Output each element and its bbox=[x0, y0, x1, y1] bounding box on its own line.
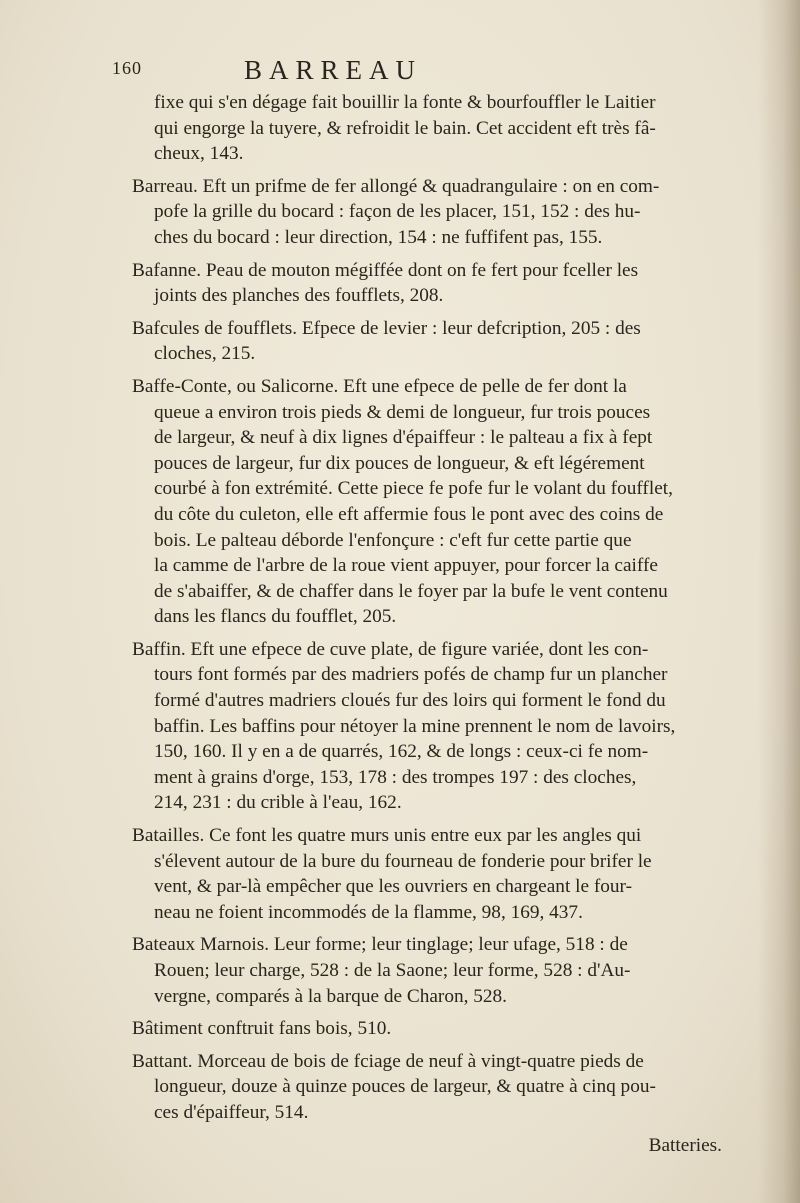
text-line: la camme de l'arbre de la roue vient appuyer, pour forcer la caiffe bbox=[154, 555, 658, 577]
text-line: neau ne foient incommodés de la flamme, 98, 169, 437. bbox=[154, 901, 583, 923]
text-line: cheux, 143. bbox=[154, 143, 244, 165]
text-line: Rouen; leur charge, 528 : de la Saone; leur forme, 528 : d'Au- bbox=[154, 960, 631, 981]
glossary-text bbox=[132, 90, 722, 1165]
text-line: Bateaux Marnois. Leur forme; leur tinglage; leur ufage, 518 : de bbox=[132, 934, 628, 956]
text-line: ches du bocard : leur direction, 154 : ne fuffifent pas, 155. bbox=[154, 226, 603, 248]
catchword: Batteries. bbox=[648, 1134, 722, 1156]
text-line: Batailles. Ce font les quatre murs unis entre eux par les angles qui bbox=[132, 825, 642, 847]
text-line: bois. Le palteau déborde l'enfonçure : c'eft fur cette partie que bbox=[154, 529, 632, 551]
text-line: fixe qui s'en dégage fait bouillir la fonte & bourfouffler le Laitier bbox=[154, 92, 656, 113]
glossary-entry bbox=[132, 1016, 722, 1042]
catchword-row bbox=[132, 1133, 722, 1159]
text-line: s'élevent autour de la bure du fourneau de fonderie pour brifer le bbox=[154, 850, 652, 872]
text-line: ces d'épaiffeur, 514. bbox=[154, 1101, 309, 1123]
text-line: pofe la grille du bocard : façon de les placer, 151, 152 : des hu- bbox=[154, 201, 641, 223]
glossary-entry bbox=[132, 823, 722, 925]
text-line: vent, & par-là empêcher que les ouvriers en chargeant le four- bbox=[154, 876, 633, 898]
text-line: Bafanne. Peau de mouton mégiffée dont on fe fert pour fceller les bbox=[132, 259, 639, 281]
text-line: tours font formés par des madriers pofés de champ fur un plancher bbox=[154, 664, 668, 686]
glossary-entry bbox=[132, 374, 722, 630]
text-line: ment à grains d'orge, 153, 178 : des trompes 197 : des cloches, bbox=[154, 766, 637, 788]
text-line: pouces de largeur, fur dix pouces de longueur, & eft légérement bbox=[154, 452, 645, 474]
glossary-entry bbox=[132, 637, 722, 816]
text-line: de s'abaiffer, & de chaffer dans le foyer par la bufe le vent contenu bbox=[154, 580, 668, 602]
glossary-entry bbox=[132, 90, 722, 167]
text-line: Baffe-Conte, ou Salicorne. Eft une efpece de pelle de fer dont la bbox=[132, 375, 627, 397]
glossary-entry bbox=[132, 258, 722, 309]
text-line: queue a environ trois pieds & demi de longueur, fur trois pouces bbox=[154, 401, 651, 423]
text-line: Barreau. Eft un prifme de fer allongé & quadrangulaire : on en com- bbox=[132, 175, 660, 197]
text-line: Battant. Morceau de bois de fciage de neuf à vingt-quatre pieds de bbox=[132, 1050, 644, 1072]
text-line: du côte du culeton, elle eft affermie fous le pont avec des coins de bbox=[154, 503, 664, 525]
text-line: courbé à fon extrémité. Cette piece fe pofe fur le volant du foufflet, bbox=[154, 478, 673, 500]
page-header bbox=[112, 55, 672, 87]
text-line: qui engorge la tuyere, & refroidit le bain. Cet accident eft très fâ- bbox=[154, 117, 656, 139]
text-line: cloches, 215. bbox=[154, 343, 256, 365]
text-line: longueur, douze à quinze pouces de largeur, & quatre à cinq pou- bbox=[154, 1076, 656, 1098]
text-line: de largeur, & neuf à dix lignes d'épaiffeur : le palteau a fix à fept bbox=[154, 427, 653, 449]
text-line: Bafcules de foufflets. Efpece de levier : leur defcription, 205 : des bbox=[132, 317, 641, 339]
text-line: joints des planches des foufflets, 208. bbox=[154, 285, 444, 307]
glossary-entry bbox=[132, 1049, 722, 1126]
text-line: dans les flancs du foufflet, 205. bbox=[154, 606, 397, 628]
glossary-entry bbox=[132, 174, 722, 251]
text-line: 150, 160. Il y en a de quarrés, 162, & de longs : ceux-ci fe nom- bbox=[154, 741, 649, 763]
text-line: vergne, comparés à la barque de Charon, 528. bbox=[154, 985, 508, 1007]
glossary-entry bbox=[132, 932, 722, 1009]
text-line: Bâtiment conftruit fans bois, 510. bbox=[132, 1018, 392, 1040]
text-line: baffin. Les baffins pour nétoyer la mine prennent le nom de lavoirs, bbox=[154, 715, 676, 737]
page-number: 160 bbox=[112, 58, 142, 78]
running-head: BARREAU bbox=[244, 55, 423, 85]
text-line: 214, 231 : du crible à l'eau, 162. bbox=[154, 792, 402, 814]
text-line: Baffin. Eft une efpece de cuve plate, de figure variée, dont les con- bbox=[132, 638, 649, 660]
page-edge-shadow bbox=[758, 0, 800, 1203]
text-line: formé d'autres madriers cloués fur des loirs qui forment le fond du bbox=[154, 690, 666, 712]
glossary-entry bbox=[132, 316, 722, 367]
